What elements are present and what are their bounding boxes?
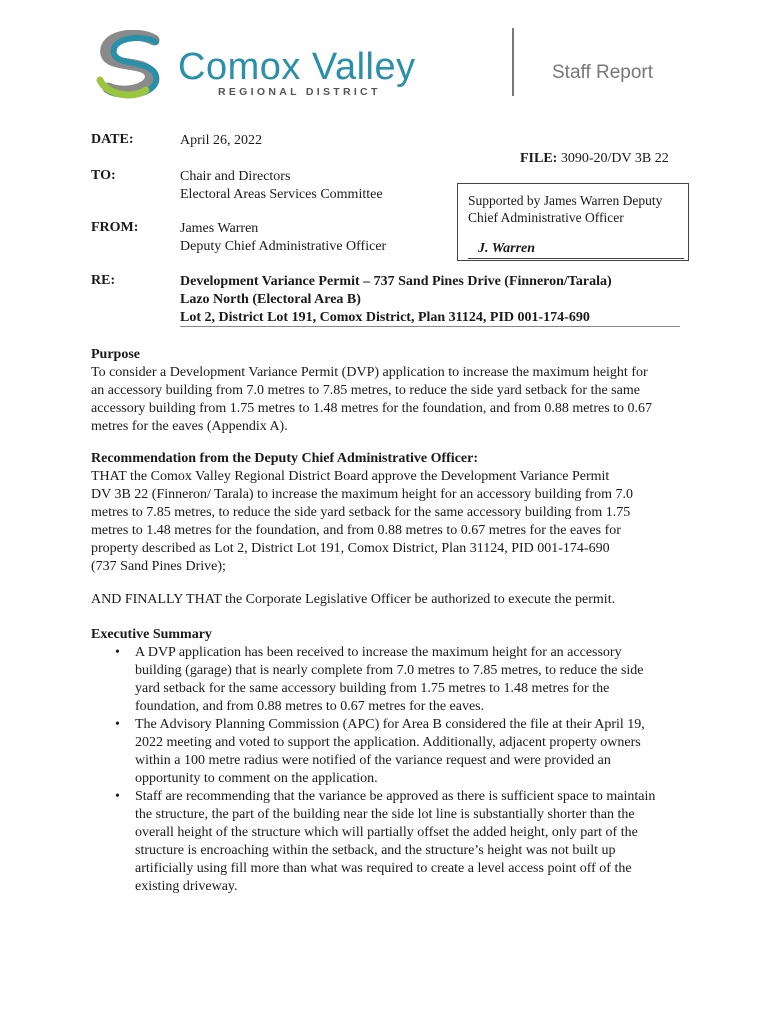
support-line-2: Chief Administrative Officer <box>468 210 624 225</box>
support-line-1: Supported by James Warren Deputy <box>468 193 663 208</box>
summary-bullet-list <box>91 644 681 896</box>
signature: J. Warren <box>478 241 536 256</box>
to-line-1: Chair and Directors <box>180 169 291 184</box>
bullet-line: the structure, the part of the building near the side lot line is substantially shorter than the <box>135 807 635 822</box>
bullet-icon: • <box>115 645 120 660</box>
re-line-3: Lot 2, District Lot 191, Comox District, Plan 31124, PID 001-174-690 <box>180 310 590 325</box>
recommendation-line: THAT the Comox Valley Regional District Board approve the Development Variance Permit <box>91 469 610 484</box>
report-type-title: Staff Report <box>552 62 654 83</box>
crd-logo-icon <box>96 30 174 100</box>
bullet-line: A DVP application has been received to increase the maximum height for an accessory <box>135 645 622 660</box>
bullet-line: foundation, and from 0.88 metres to 0.67 metres for the eaves. <box>135 699 485 714</box>
executive-summary-heading: Executive Summary <box>91 627 212 642</box>
summary-bullet <box>115 788 681 896</box>
re-value <box>180 273 612 327</box>
bullet-line: opportunity to comment on the application. <box>135 771 378 786</box>
to-label: TO: <box>91 168 116 183</box>
re-divider <box>180 326 680 327</box>
file-label: FILE: <box>520 151 558 166</box>
recommendation-finally: AND FINALLY THAT the Corporate Legislative Officer be authorized to execute the permit. <box>91 592 616 607</box>
to-value <box>180 168 383 204</box>
bullet-icon: • <box>115 789 120 804</box>
bullet-line: building (garage) that is nearly complete from 7.0 metres to 7.85 metres, to reduce the side <box>135 663 644 678</box>
purpose-section <box>91 346 681 436</box>
file-number <box>520 150 669 168</box>
purpose-line: an accessory building from 7.0 metres to 7.85 metres, to reduce the side yard setback for the same <box>91 383 640 398</box>
date-label: DATE: <box>91 132 134 147</box>
recommendation-line: property described as Lot 2, District Lot 191, Comox District, Plan 31124, PID 001-174-690 <box>91 541 610 556</box>
bullet-line: The Advisory Planning Commission (APC) for Area B considered the file at their April 19, <box>135 717 645 732</box>
summary-bullet <box>115 716 681 788</box>
recommendation-line: DV 3B 22 (Finneron/ Tarala) to increase the maximum height for an accessory building from 7.0 <box>91 487 634 502</box>
bullet-icon: • <box>115 717 120 732</box>
re-line-1: Development Variance Permit – 737 Sand Pines Drive (Finneron/Tarala) <box>180 274 612 289</box>
recommendation-line: metres to 7.85 metres, to reduce the side yard setback for the same accessory building from 1.75 <box>91 505 631 520</box>
purpose-line: metres for the eaves (Appendix A). <box>91 419 288 434</box>
recommendation-section <box>91 450 681 576</box>
bullet-line: overall height of the structure which will partially offset the added height, only part of the <box>135 825 638 840</box>
summary-bullet <box>115 644 681 716</box>
purpose-line: accessory building from 1.75 metres to 1.48 metres for the foundation, and from 0.88 metres to 0.67 <box>91 401 653 416</box>
from-line-1: James Warren <box>180 221 259 236</box>
org-subtitle: REGIONAL DISTRICT <box>218 86 381 98</box>
from-label: FROM: <box>91 220 139 235</box>
support-box <box>457 183 689 261</box>
bullet-line: within a 100 metre radius were notified of the variance request and were provided an <box>135 753 611 768</box>
recommendation-line: (737 Sand Pines Drive); <box>91 559 226 574</box>
purpose-line: To consider a Development Variance Permit (DVP) application to increase the maximum height for <box>91 365 648 380</box>
to-line-2: Electoral Areas Services Committee <box>180 187 383 202</box>
recommendation-heading: Recommendation from the Deputy Chief Administrative Officer: <box>91 451 479 466</box>
bullet-line: artificially using fill more than what was required to create a level access point off of the <box>135 861 632 876</box>
file-value: 3090-20/DV 3B 22 <box>560 151 669 166</box>
bullet-line: existing driveway. <box>135 879 238 894</box>
recommendation-line: metres to 1.48 metres for the foundation, and from 0.88 metres to 0.67 metres for the eaves for <box>91 523 621 538</box>
header-divider <box>512 28 514 96</box>
org-name: Comox Valley <box>178 46 416 88</box>
bullet-line: Staff are recommending that the variance be approved as there is sufficient space to maintain <box>135 789 656 804</box>
bullet-line: yard setback for the same accessory building from 1.75 metres to 1.48 metres for the <box>135 681 610 696</box>
bullet-line: 2022 meeting and voted to support the application. Additionally, adjacent property owners <box>135 735 641 750</box>
re-label: RE: <box>91 273 116 288</box>
signature-line <box>468 258 684 259</box>
from-value <box>180 220 386 256</box>
from-line-2: Deputy Chief Administrative Officer <box>180 239 387 254</box>
bullet-line: structure is encroaching within the setback, and the structure’s height was not built up <box>135 843 616 858</box>
purpose-heading: Purpose <box>91 347 140 362</box>
executive-summary-section <box>91 626 681 896</box>
date-value: April 26, 2022 <box>180 133 263 148</box>
re-line-2: Lazo North (Electoral Area B) <box>180 292 361 307</box>
